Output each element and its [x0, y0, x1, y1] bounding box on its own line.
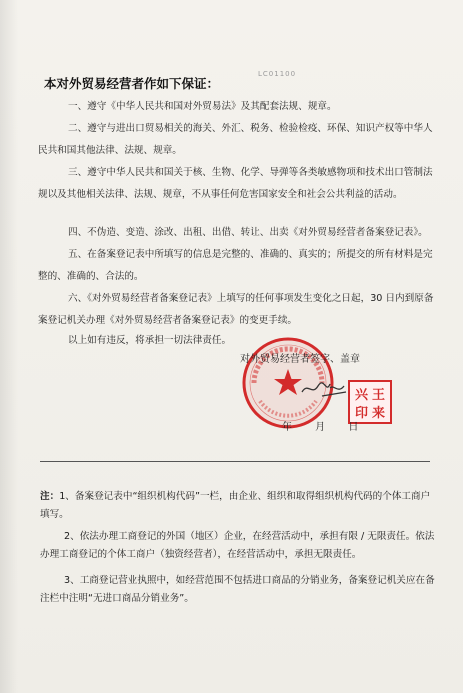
clause-2: 二、遵守与进出口贸易相关的海关、外汇、税务、检验检疫、环保、知识产权等中华人民共和国其他法律、法规、规章。 — [38, 123, 433, 156]
page-edge-shadow — [0, 0, 18, 693]
document-title: 本对外贸易经营者作如下保证： — [44, 76, 220, 91]
signature-line: 对外贸易经营者签字、盖章 — [240, 354, 360, 365]
liability-statement: 以上如有违反，将承担一切法律责任。 — [68, 335, 232, 346]
note-1-text: 1、备案登记表中“组织机构代码”一栏，由企业、组织和取得组织机构代码的个体工商户填写。 — [40, 491, 431, 520]
note-3: 3、工商登记营业执照中，如经营范围不包括进口商品的分销业务，备案登记机关应在备注栏中注明“无进口商品分销业务”。 — [40, 575, 435, 604]
note-1 — [40, 488, 438, 524]
seal-char: 王 — [372, 388, 386, 403]
clause-1: 一、遵守《中华人民共和国对外贸易法》及其配套法规、规章。 — [68, 101, 337, 112]
seal-char: 印 — [355, 406, 369, 421]
clause-5: 五、在备案登记表中所填写的信息是完整的、准确的、真实的；所提交的所有材料是完整的、准确的、合法的。 — [38, 249, 433, 282]
seal-char: 兴 — [355, 388, 369, 403]
section-divider — [40, 461, 430, 462]
clause-6: 六、《对外贸易经营者备案登记表》上填写的任何事项发生变化之日起，30 日内到原备案登记机关办理《对外贸易经营者备案登记表》的变更手续。 — [38, 293, 434, 326]
date-line: 年 月 日 — [282, 422, 359, 433]
clause-4: 四、不伪造、变造、涂改、出租、出借、转让、出卖《对外贸易经营者备案登记表》。 — [68, 227, 428, 238]
header-code: LC01100 — [258, 70, 297, 78]
note-2: 2、依法办理工商登记的外国（地区）企业，在经营活动中，承担有限 / 无限责任。依法办理工商登记的个体工商户（独资经营者），在经营活动中，承担无限责任。 — [40, 531, 435, 560]
handwritten-signature — [300, 378, 350, 400]
clause-3: 三、遵守中华人民共和国关于核、生物、化学、导弹等各类敏感物项和技术出口管制法规以及其他相关法律、法规、规章，不从事任何危害国家安全和社会公共利益的活动。 — [38, 167, 433, 200]
notes-label: 注： — [40, 491, 60, 502]
seal-char: 来 — [372, 406, 386, 421]
